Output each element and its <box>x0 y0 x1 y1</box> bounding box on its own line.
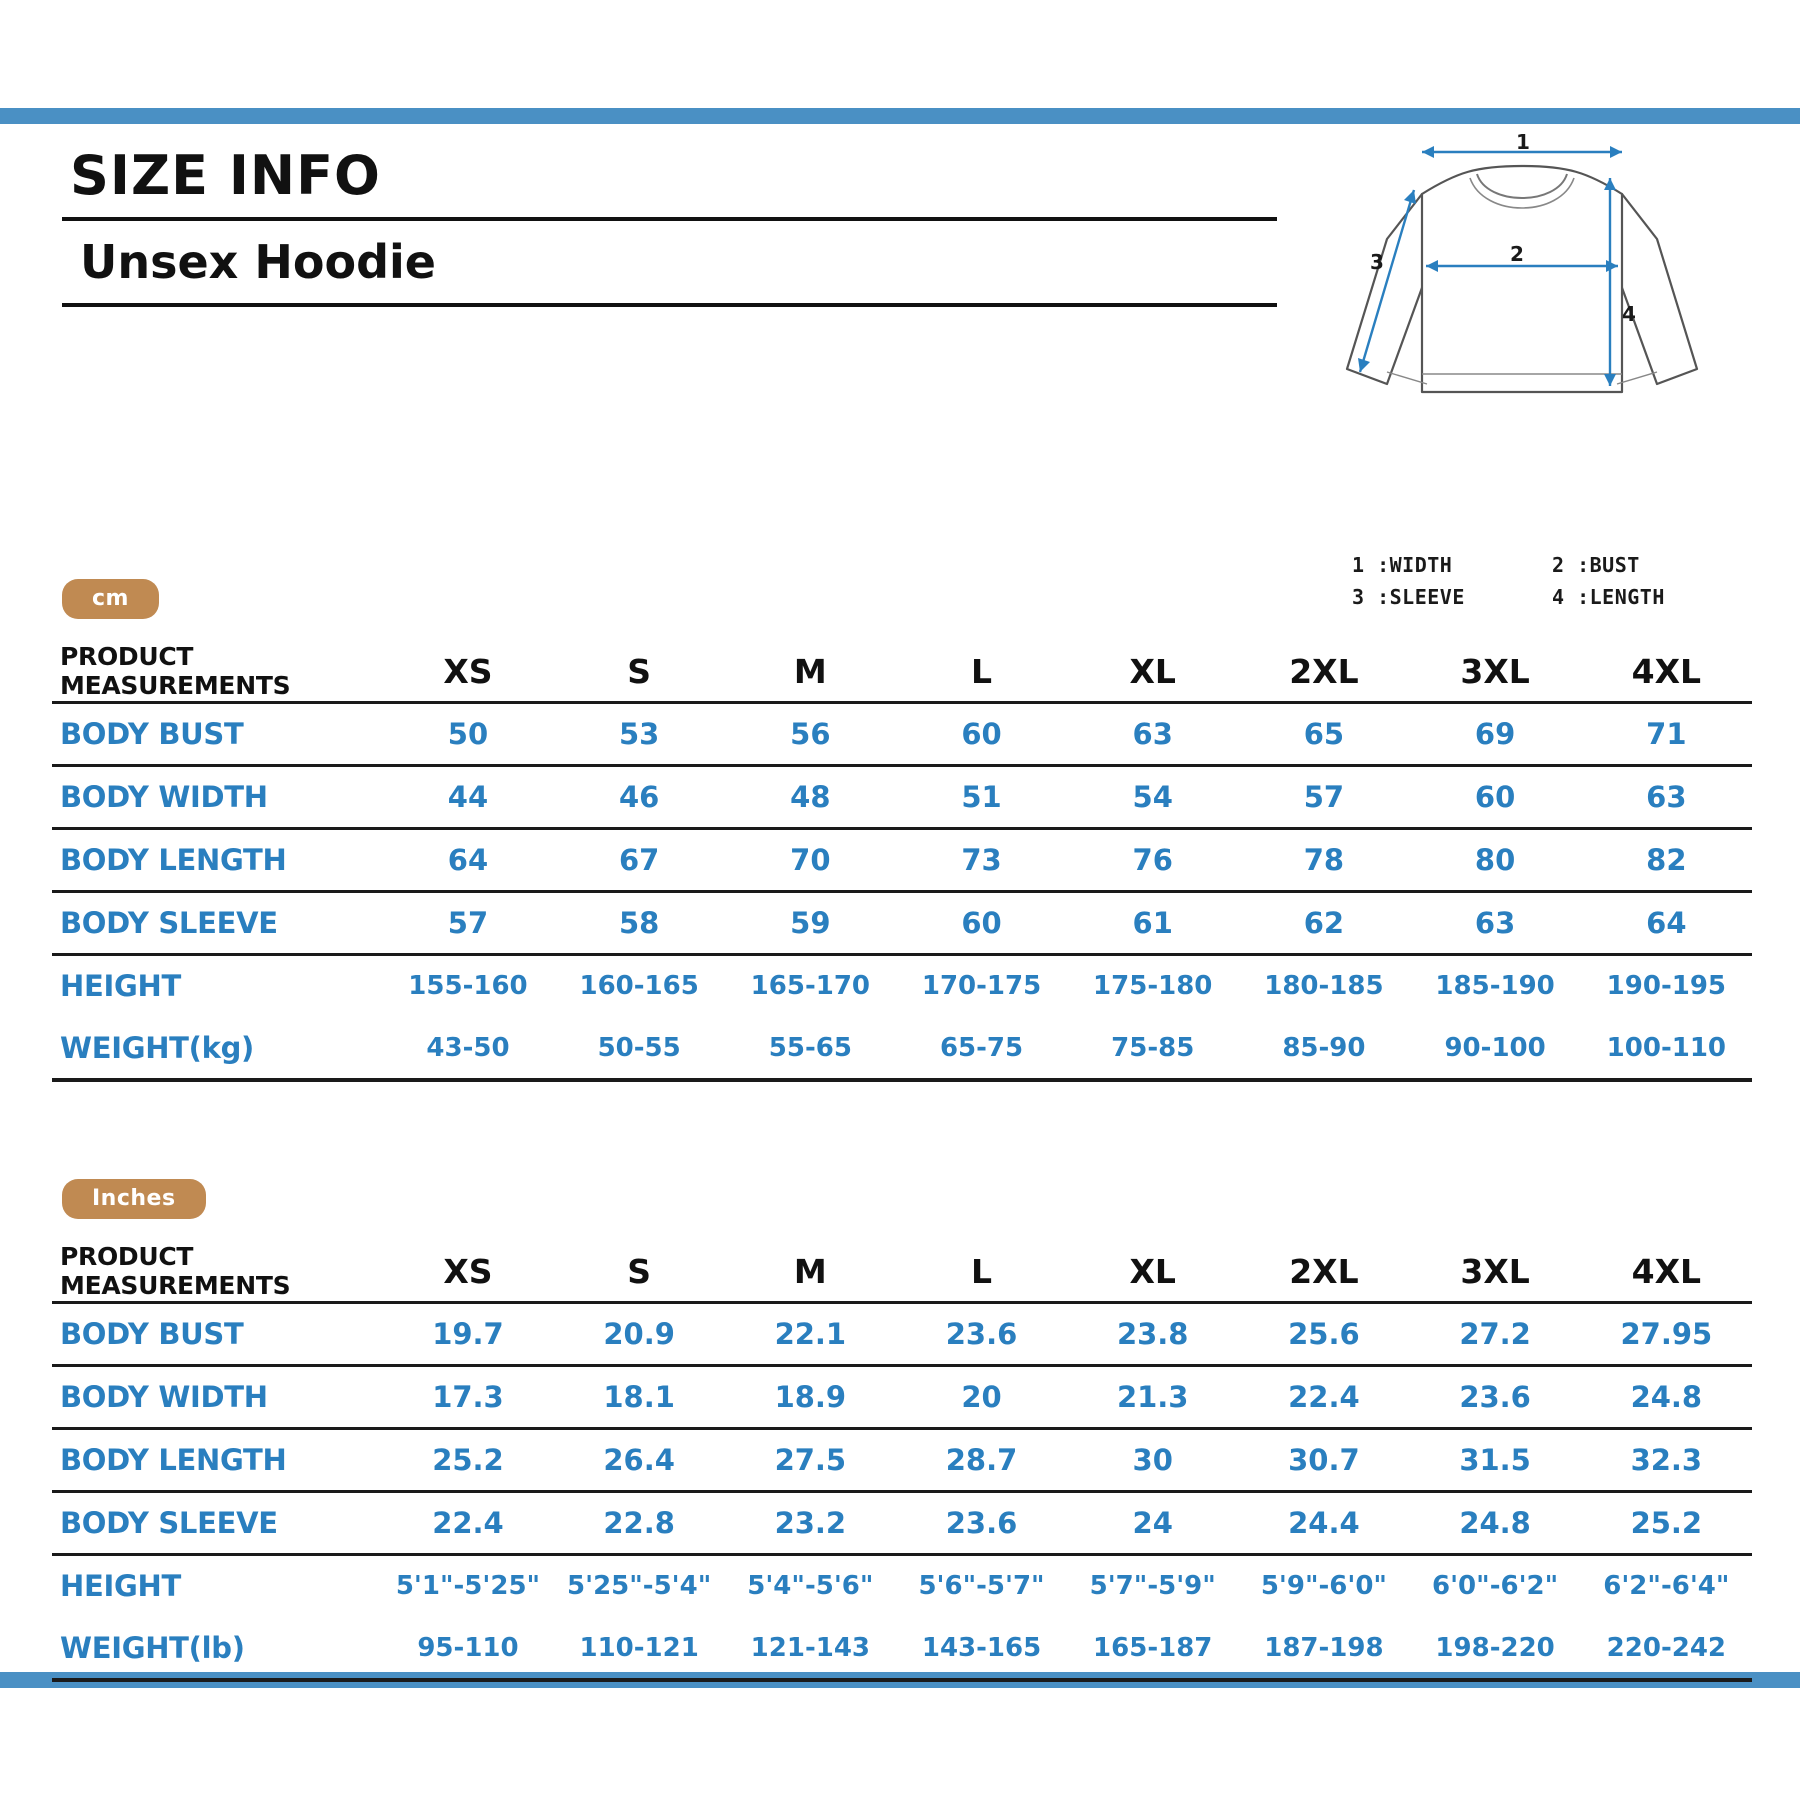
diagram-marker-3: 3 <box>1370 250 1384 274</box>
cell: 80 <box>1410 828 1581 891</box>
cell: 121-143 <box>725 1617 896 1680</box>
cell: 54 <box>1067 765 1238 828</box>
column-header-l: L <box>896 1242 1067 1302</box>
cell: 43-50 <box>382 1017 553 1080</box>
cell: 24.4 <box>1238 1491 1409 1554</box>
cell: 5'7"-5'9" <box>1089 1571 1216 1602</box>
cell: 56 <box>725 702 896 765</box>
cell: 30 <box>1067 1428 1238 1491</box>
cell: 175-180 <box>1093 971 1213 1002</box>
column-header-m: M <box>725 1242 896 1302</box>
cell: 27.5 <box>725 1428 896 1491</box>
cell: 155-160 <box>408 971 528 1002</box>
cell: 95-110 <box>382 1617 553 1680</box>
table-row <box>52 1017 1752 1080</box>
column-header-xl: XL <box>1067 1242 1238 1302</box>
row-label: BODY SLEEVE <box>52 891 382 954</box>
column-header-m: M <box>725 642 896 702</box>
cell: 58 <box>554 891 725 954</box>
cell: 46 <box>554 765 725 828</box>
cell: 57 <box>382 891 553 954</box>
cell: 27.2 <box>1410 1302 1581 1365</box>
cell: 190-195 <box>1606 971 1727 1002</box>
cell: 24 <box>1067 1491 1238 1554</box>
cell: 19.7 <box>382 1302 553 1365</box>
cell: 6'0"-6'2" <box>1432 1571 1559 1602</box>
title-divider-bottom <box>62 303 1277 307</box>
cell: 22.4 <box>1238 1365 1409 1428</box>
cell: 187-198 <box>1238 1617 1409 1680</box>
row-label: BODY SLEEVE <box>52 1491 382 1554</box>
cell: 26.4 <box>554 1428 725 1491</box>
table-row <box>52 1617 1752 1680</box>
cell: 5'4"-5'6" <box>747 1571 874 1602</box>
diagram-marker-1: 1 <box>1516 130 1530 154</box>
cell: 160-165 <box>579 971 699 1002</box>
legend-item-bust: 2 :BUST <box>1552 553 1640 577</box>
table-row <box>52 1365 1752 1428</box>
cell: 44 <box>382 765 553 828</box>
cell: 220-242 <box>1581 1617 1752 1680</box>
cell: 6'2"-6'4" <box>1603 1571 1730 1602</box>
table-row <box>52 702 1752 765</box>
diagram-marker-4: 4 <box>1622 302 1636 326</box>
cell: 185-190 <box>1435 971 1555 1002</box>
cell: 25.2 <box>1581 1491 1752 1554</box>
legend-item-length: 4 :LENGTH <box>1552 585 1665 609</box>
cell: 53 <box>554 702 725 765</box>
column-header-s: S <box>554 1242 725 1302</box>
unit-badge-cm: cm <box>62 579 159 619</box>
cell: 85-90 <box>1238 1017 1409 1080</box>
legend-item-width: 1 :WIDTH <box>1352 553 1453 577</box>
cell: 23.6 <box>896 1302 1067 1365</box>
diagram-marker-2: 2 <box>1510 242 1524 266</box>
legend-item-sleeve: 3 :SLEEVE <box>1352 585 1465 609</box>
cell: 64 <box>1581 891 1752 954</box>
cell: 165-170 <box>750 971 871 1002</box>
cell: 23.6 <box>896 1491 1067 1554</box>
column-header-xs: XS <box>382 642 553 702</box>
cell: 57 <box>1238 765 1409 828</box>
cell: 62 <box>1238 891 1409 954</box>
cell: 21.3 <box>1067 1365 1238 1428</box>
row-label: BODY LENGTH <box>52 828 382 891</box>
legend-row <box>1352 581 1752 613</box>
top-accent-bar <box>0 108 1800 124</box>
row-label: WEIGHT(lb) <box>52 1617 382 1680</box>
column-header-2xl: 2XL <box>1238 1242 1409 1302</box>
cell: 76 <box>1067 828 1238 891</box>
table-row <box>52 1428 1752 1491</box>
column-header-l: L <box>896 642 1067 702</box>
cell: 51 <box>896 765 1067 828</box>
cell: 24.8 <box>1410 1491 1581 1554</box>
cell: 100-110 <box>1581 1017 1752 1080</box>
unit-badge-inches: Inches <box>62 1179 206 1219</box>
cell: 23.6 <box>1410 1365 1581 1428</box>
title-divider-top <box>62 217 1277 221</box>
size-table-inches-wrap <box>52 1242 1752 1682</box>
column-header-measurements: PRODUCT MEASUREMENTS <box>52 642 382 702</box>
cell: 22.8 <box>554 1491 725 1554</box>
table-header-row <box>52 1242 1752 1302</box>
cell: 65-75 <box>896 1017 1067 1080</box>
cell: 55-65 <box>725 1017 896 1080</box>
table-row <box>52 828 1752 891</box>
cell: 78 <box>1238 828 1409 891</box>
row-label: WEIGHT(kg) <box>52 1017 382 1080</box>
cell: 90-100 <box>1410 1017 1581 1080</box>
cell: 24.8 <box>1581 1365 1752 1428</box>
row-label: BODY LENGTH <box>52 1428 382 1491</box>
cell: 25.2 <box>382 1428 553 1491</box>
cell: 5'6"-5'7" <box>918 1571 1045 1602</box>
cell: 198-220 <box>1410 1617 1581 1680</box>
cell: 22.1 <box>725 1302 896 1365</box>
cell: 65 <box>1238 702 1409 765</box>
cell: 70 <box>725 828 896 891</box>
cell: 31.5 <box>1410 1428 1581 1491</box>
column-header-s: S <box>554 642 725 702</box>
cell: 22.4 <box>382 1491 553 1554</box>
cell: 20 <box>896 1365 1067 1428</box>
size-table-cm <box>52 642 1752 1082</box>
cell: 170-175 <box>921 971 1042 1002</box>
cell: 143-165 <box>896 1617 1067 1680</box>
size-table-inches <box>52 1242 1752 1682</box>
cell: 60 <box>896 702 1067 765</box>
cell: 48 <box>725 765 896 828</box>
cell: 63 <box>1410 891 1581 954</box>
cell: 59 <box>725 891 896 954</box>
table-row <box>52 1491 1752 1554</box>
column-header-2xl: 2XL <box>1238 642 1409 702</box>
unit-badge-cm-wrap <box>62 579 159 619</box>
unit-badge-inches-wrap <box>62 1179 206 1219</box>
cell: 5'25"-5'4" <box>567 1571 712 1602</box>
garment-diagram <box>1292 130 1752 494</box>
cell: 61 <box>1067 891 1238 954</box>
cell: 69 <box>1410 702 1581 765</box>
product-subtitle: Unsex Hoodie <box>80 235 436 289</box>
table-header-row <box>52 642 1752 702</box>
cell: 73 <box>896 828 1067 891</box>
column-header-3xl: 3XL <box>1410 642 1581 702</box>
cell: 50 <box>382 702 553 765</box>
cell: 180-185 <box>1264 971 1384 1002</box>
cell: 27.95 <box>1581 1302 1752 1365</box>
row-label: HEIGHT <box>60 1569 181 1604</box>
table-row <box>52 1302 1752 1365</box>
column-header-xs: XS <box>382 1242 553 1302</box>
cell: 20.9 <box>554 1302 725 1365</box>
table-row <box>52 891 1752 954</box>
size-table-cm-wrap <box>52 642 1752 1082</box>
row-label: BODY WIDTH <box>52 1365 382 1428</box>
column-header-4xl: 4XL <box>1581 1242 1752 1302</box>
row-label: BODY BUST <box>52 702 382 765</box>
cell: 110-121 <box>554 1617 725 1680</box>
cell: 18.1 <box>554 1365 725 1428</box>
table-row <box>52 954 1752 1017</box>
diagram-legend <box>1352 549 1752 613</box>
legend-row <box>1352 549 1752 581</box>
cell: 25.6 <box>1238 1302 1409 1365</box>
cell: 5'1"-5'25" <box>395 1571 541 1602</box>
page-title: SIZE INFO <box>70 144 381 207</box>
cell: 5'9"-6'0" <box>1260 1571 1387 1602</box>
table-row <box>52 1554 1752 1617</box>
cell: 71 <box>1581 702 1752 765</box>
column-header-3xl: 3XL <box>1410 1242 1581 1302</box>
cell: 23.8 <box>1067 1302 1238 1365</box>
cell: 28.7 <box>896 1428 1067 1491</box>
cell: 23.2 <box>725 1491 896 1554</box>
cell: 30.7 <box>1238 1428 1409 1491</box>
row-label: BODY BUST <box>52 1302 382 1365</box>
cell: 63 <box>1581 765 1752 828</box>
column-header-measurements: PRODUCT MEASUREMENTS <box>52 1242 382 1302</box>
chart-content <box>0 124 1800 1672</box>
table-row <box>52 765 1752 828</box>
row-label: BODY WIDTH <box>52 765 382 828</box>
cell: 75-85 <box>1067 1017 1238 1080</box>
cell: 63 <box>1067 702 1238 765</box>
cell: 60 <box>1410 765 1581 828</box>
cell: 17.3 <box>382 1365 553 1428</box>
column-header-4xl: 4XL <box>1581 642 1752 702</box>
cell: 64 <box>382 828 553 891</box>
title-block <box>62 144 1282 307</box>
column-header-xl: XL <box>1067 642 1238 702</box>
cell: 18.9 <box>725 1365 896 1428</box>
row-label: HEIGHT <box>60 969 181 1004</box>
cell: 60 <box>896 891 1067 954</box>
cell: 50-55 <box>554 1017 725 1080</box>
cell: 32.3 <box>1581 1428 1752 1491</box>
cell: 82 <box>1581 828 1752 891</box>
cell: 67 <box>554 828 725 891</box>
cell: 165-187 <box>1067 1617 1238 1680</box>
